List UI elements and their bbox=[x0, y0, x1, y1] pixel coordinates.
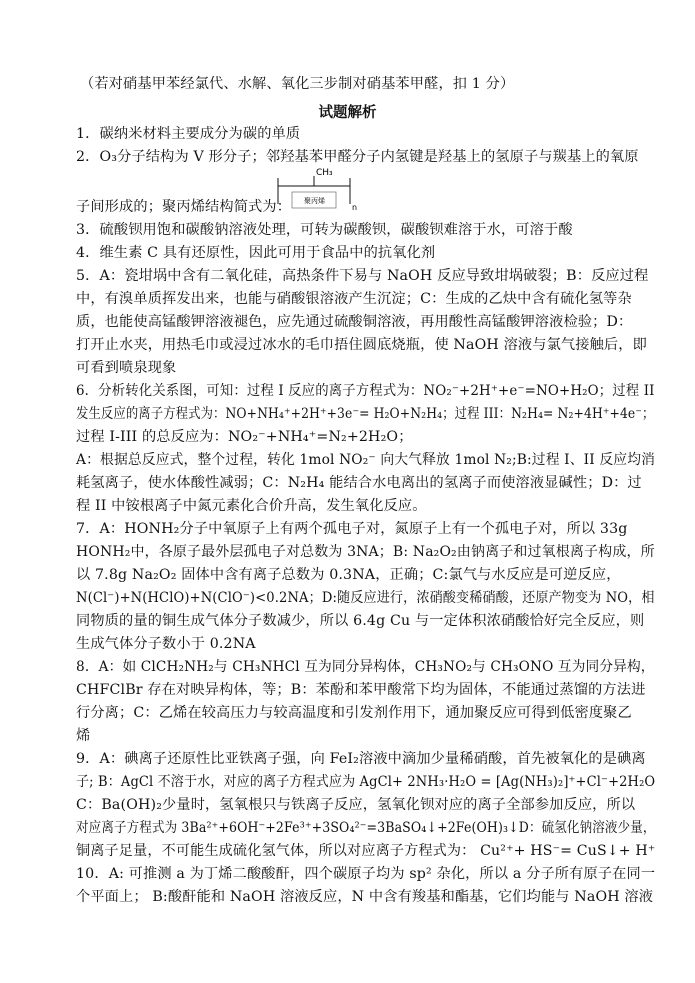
text-line-15: 耗氢离子，使水体酸性减弱；C：N₂H₄ 能结合水电离出的氢离子而使溶液显碱性；D：过 bbox=[76, 475, 642, 491]
text-line-26: 烯 bbox=[76, 728, 91, 744]
text-line-27: 9．A：碘离子还原性比亚铁离子强，向 FeI₂溶液中滴加少量稀硝酸，首先被氧化的是碘离 bbox=[76, 751, 646, 767]
polymer-box-text: 聚丙烯 bbox=[304, 197, 325, 205]
text-line-13: 过程 I-III 的总反应为：NO₂⁻+NH₄⁺=N₂+2H₂O； bbox=[76, 429, 413, 445]
text-line-3: 子间形成的；聚丙烯结构简式为： bbox=[76, 199, 292, 215]
text-line-31: 铜离子足量，不可能生成硫化氢气体，所以对应离子方程式为： Cu²⁺+ HS⁻= CuS↓+ H⁺ bbox=[76, 843, 656, 859]
text-line-21: 同物质的量的铜生成气体分子数减少，所以 6.4g Cu 与一定体积浓硝酸恰好完全反应，则 bbox=[76, 613, 645, 629]
text-line-4: 3．硫酸钡用饱和碳酸钠溶液处理，可转为碳酸钡，碳酸钡难溶于水，可溶于酸 bbox=[76, 222, 573, 238]
text-line-14: A：根据总反应式，整个过程，转化 1mol NO₂⁻ 向大气释放 1mol N₂;B:过程 I、II 反应均消 bbox=[76, 452, 656, 468]
text-line-30: 对应离子方程式为 3Ba²⁺+6OH⁻+2Fe³⁺+3SO₄²⁻=3BaSO₄↓+2Fe(OH)₃↓D：硫氢化钠溶液少量， bbox=[76, 820, 656, 836]
text-line-25: 行分离；C：乙烯在较高压力与较高温度和引发剂作用下，通加聚反应可得到低密度聚乙 bbox=[76, 705, 632, 721]
text-line-7: 中，有溴单质挥发出来，也能与硝酸银溶液产生沉淀；C：生成的乙炔中含有硫化氢等杂 bbox=[76, 291, 632, 307]
text-line-24: CHFClBr 存在对映异构体，等；B：苯酚和苯甲酸常下均为固体，不能通过蒸馏的方法进 bbox=[76, 682, 646, 698]
text-line-17: 7．A：HONH₂分子中氧原子上有两个孤电子对，氮原子上有一个孤电子对，所以 33g bbox=[76, 521, 628, 537]
text-line-6: 5．A：瓷坩埚中含有二氧化硅，高热条件下易与 NaOH 反应导致坩埚破裂；B：反应过程 bbox=[76, 268, 649, 284]
text-line-22: 生成气体分子数小于 0.2NA bbox=[76, 636, 256, 652]
text-line-1: 1．碳纳米材料主要成分为碳的单质 bbox=[76, 126, 301, 142]
text-line-16: 程 II 中铵根离子中氮元素化合价升高，发生氧化反应。 bbox=[76, 498, 427, 514]
text-line-23: 8．A：如 ClCH₂NH₂与 CH₃NHCl 互为同分异构体，CH₃NO₂与 CH₃ONO 互为同分异构， bbox=[76, 659, 655, 675]
text-line-28: 子; B：AgCl 不溶于水，对应的离子方程式应为 AgCl+ 2NH₃·H₂O = [Ag(NH₃)₂]⁺+Cl⁻+2H₂O bbox=[76, 774, 656, 790]
section-title: 试题解析 bbox=[318, 105, 377, 121]
text-line-10: 可看到喷泉现象 bbox=[76, 360, 177, 376]
text-line-9: 打开止水夹，用热毛巾或浸过冰水的毛巾捂住圆底烧瓶，使 NaOH 溶液与氯气接触后，即 bbox=[76, 337, 647, 353]
text-line-33: 个平面上； B:酸酐能和 NaOH 溶液反应，N 中含有羧基和酯基，它们均能与 NaOH 溶液 bbox=[76, 889, 654, 905]
text-line-18: HONH₂中，各原子最外层孤电子对总数为 3NA；B: Na₂O₂由钠离子和过氧根离子构成，所 bbox=[76, 544, 655, 560]
text-line-8: 质，也能使高锰酸钾溶液褪色，应先通过硫酸铜溶液，再用酸性高锰酸钾溶液检验；D： bbox=[76, 314, 633, 330]
text-line-20: N(Cl⁻)+N(HClO)+N(ClO⁻)<0.2NA；D:随反应进行，浓硝酸变稀硝酸，还原产物变为 NO，相 bbox=[76, 590, 655, 606]
text-line-11: 6．分析转化关系图，可知：过程 I 反应的离子方程式为：NO₂⁻+2H⁺+e⁻=NO+H₂O；过程 II bbox=[76, 383, 655, 399]
text-line-19: 以 7.8g Na₂O₂ 固体中含有离子总数为 0.3NA，正确；C:氯气与水反应是可逆反应， bbox=[76, 567, 621, 583]
text-line-5: 4．维生素 C 具有还原性，因此可用于食品中的抗氧化剂 bbox=[76, 245, 436, 261]
note-line: （若对硝基甲苯经氯代、水解、氧化三步制对硝基苯甲醛，扣 1 分） bbox=[80, 76, 515, 92]
text-line-2: 2．O₃分子结构为 V 形分子；邻羟基苯甲醛分子内氢键是羟基上的氢原子与羰基上的氧原 bbox=[76, 149, 639, 165]
text-line-12: 发生反应的离子方程式为：NO+NH₄⁺+2H⁺+3e⁻= H₂O+N₂H₄；过程 III：N₂H₄= N₂+4H⁺+4e⁻； bbox=[76, 406, 655, 422]
subscript-n: n bbox=[352, 203, 358, 212]
text-line-29: C：Ba(OH)₂少量时，氢氧根只与铁离子反应，氢氧化钡对应的离子全部参加反应，所以 bbox=[76, 797, 636, 813]
methyl-label: CH₃ bbox=[316, 168, 333, 178]
text-line-32: 10．A: 可推测 a 为丁烯二酸酸酐，四个碳原子均为 sp² 杂化，所以 a 分子所有原子在同一 bbox=[76, 866, 656, 882]
